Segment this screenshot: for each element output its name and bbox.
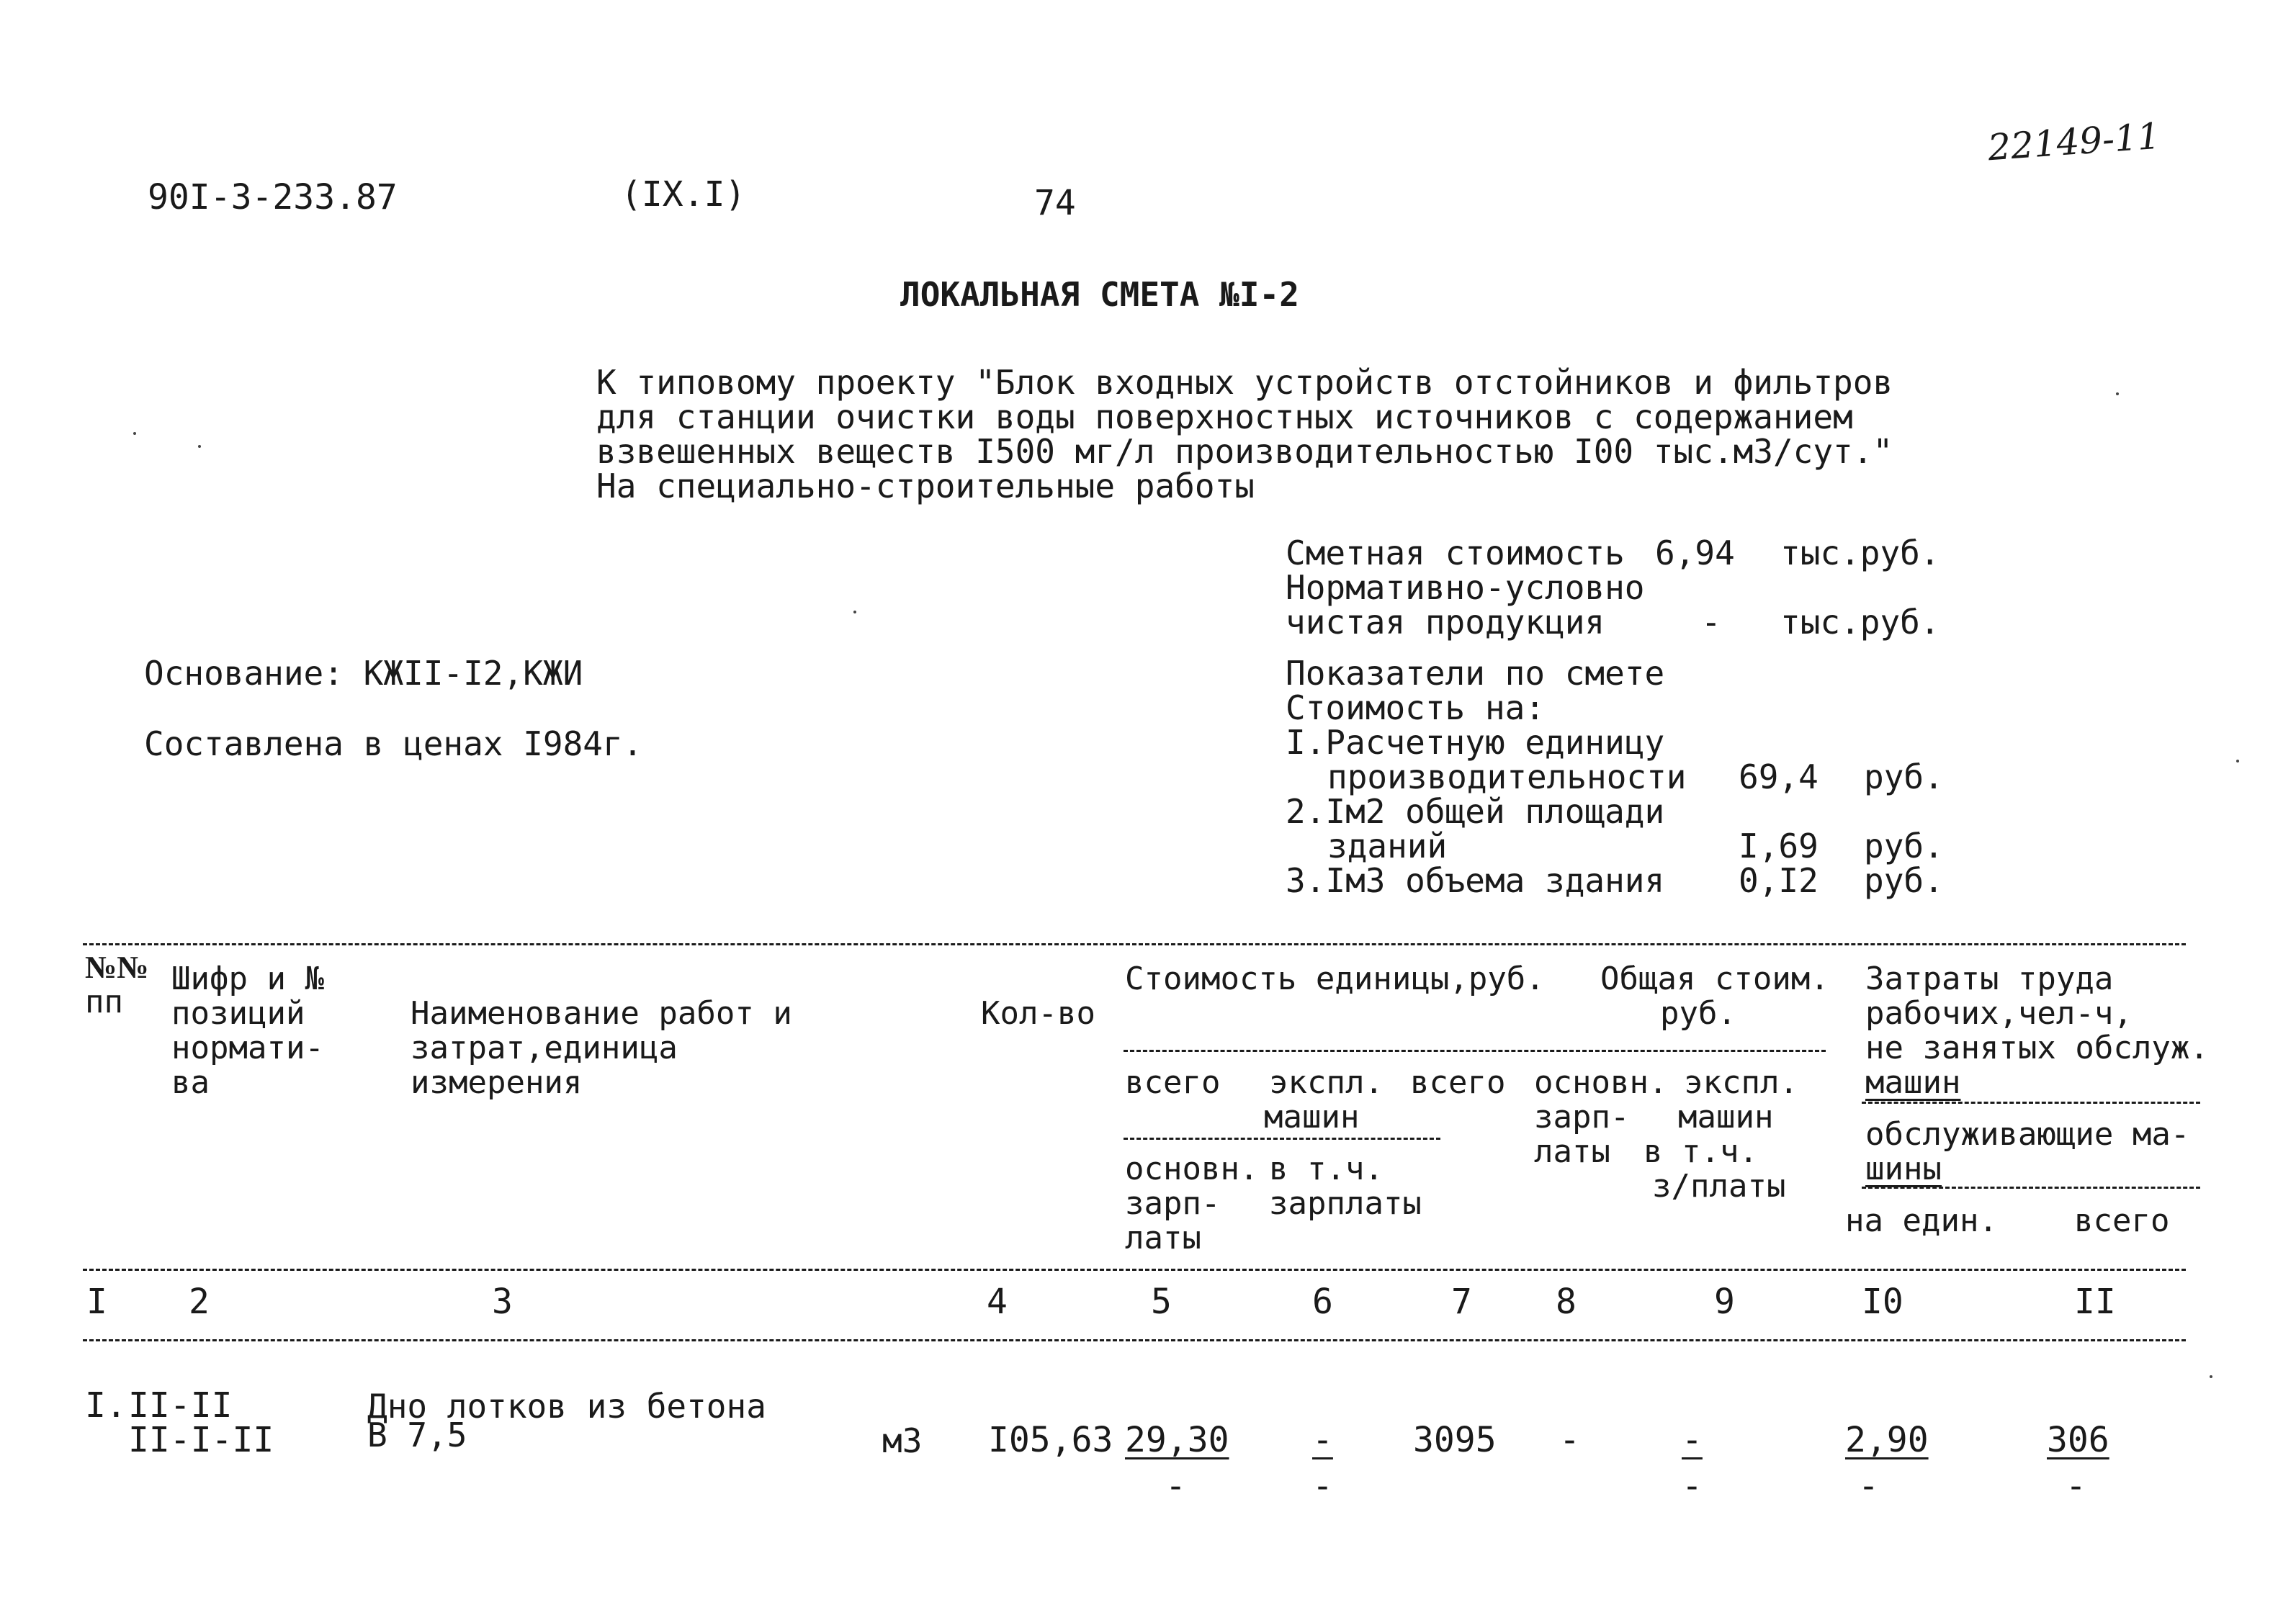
indicator-1-value: 69,4 (1739, 757, 1819, 796)
column-number-7: 7 (1451, 1282, 1472, 1322)
sub-header-basic-line-2: зарп- (1534, 1099, 1630, 1135)
indicator-3-label: 3.Iм3 объема здания (1286, 861, 1665, 900)
col3-header-line-3: измерения (411, 1064, 583, 1101)
table-top-rule (83, 943, 2186, 945)
indicator-1-label: I.Расчетную единицу (1286, 723, 1665, 762)
column-number-6: 6 (1312, 1282, 1333, 1322)
sub-header-total: всего (1125, 1064, 1221, 1101)
column-number-5: 5 (1151, 1282, 1172, 1322)
indicator-1-label-cont: производительности (1327, 757, 1687, 796)
row-1-unit: м3 (882, 1421, 923, 1460)
prices-line: Составлена в ценах I984г. (144, 724, 643, 763)
sub-header-incl-wages-line-2: зарплаты (1269, 1185, 1422, 1222)
row-1-unit-cost-machine: - (1312, 1420, 1333, 1460)
page-number: 74 (1034, 183, 1076, 223)
scan-speck (198, 445, 201, 448)
indicator-2-label-cont: зданий (1327, 827, 1448, 865)
project-description-line-2: для станции очистки воды поверхностных источников с содержанием (596, 397, 1853, 436)
project-description-line-1: К типовому проекту "Блок входных устройств отстойников и фильтров (596, 363, 1893, 402)
indicator-2-unit: руб. (1864, 827, 1944, 865)
row-1-total-cost: 3095 (1413, 1420, 1497, 1460)
row-1-unit-cost-machine-wages: - (1312, 1466, 1333, 1506)
column-number-3: 3 (492, 1282, 513, 1322)
sub-header-serving-line-1: обслуживающие ма- (1865, 1116, 2190, 1153)
indicator-3-value: 0,I2 (1739, 861, 1819, 900)
indicators-heading: Показатели по смете (1286, 654, 1665, 693)
normative-label-line-2: чистая продукция (1286, 603, 1605, 642)
sub-header-machine-line-2: машин (1264, 1099, 1360, 1135)
sub-header-machine2-line-1: экспл. (1684, 1064, 1798, 1101)
col2-header-line-4: ва (171, 1064, 210, 1101)
basis-line: Основание: КЖII-I2,КЖИ (144, 654, 583, 693)
row-1-labor-total: 306 (2047, 1420, 2109, 1460)
column-number-1: I (86, 1282, 107, 1322)
section-code: (IX.I) (621, 174, 746, 215)
column-number-rule (83, 1339, 2186, 1341)
subheader-rule-cost (1124, 1050, 1826, 1052)
col2-header-line-2: позиций (171, 995, 305, 1032)
indicators-subheading: Стоимость на: (1286, 688, 1546, 727)
row-1-labor-serving-total: - (2066, 1466, 2086, 1506)
archive-number-handwritten: 22149-11 (1986, 114, 2162, 169)
estimated-cost-label: Сметная стоимость (1286, 534, 1625, 572)
sub-header-total-2: всего (1410, 1064, 1506, 1101)
column-number-10: I0 (1862, 1282, 1903, 1322)
scan-speck (2236, 760, 2239, 762)
scan-speck (853, 611, 856, 613)
column-number-8: 8 (1556, 1282, 1577, 1322)
document-code: 90I-3-233.87 (148, 177, 398, 217)
sub-header-machine-line-1: экспл. (1269, 1064, 1384, 1101)
total-cost-header-line-1: Общая стоим. (1600, 961, 1829, 997)
col2-header-line-1: Шифр и № (171, 961, 324, 997)
col1-header-line-2: пп (85, 984, 123, 1020)
estimated-cost-value: 6,94 (1655, 534, 1735, 572)
row-1-labor-per-unit: 2,90 (1845, 1420, 1929, 1460)
indicator-1-unit: руб. (1864, 757, 1944, 796)
col3-header-line-2: затрат,единица (411, 1030, 678, 1066)
subheader-rule-labor-1 (1862, 1102, 2200, 1104)
row-1-code-line-1: II-II (128, 1385, 233, 1426)
estimated-cost-unit: тыс.руб. (1780, 534, 1940, 572)
labor-header-line-3: не занятых обслуж. (1865, 1030, 2209, 1066)
unit-cost-header: Стоимость единицы,руб. (1125, 961, 1545, 997)
labor-header-line-4: машин (1865, 1064, 1961, 1101)
scan-speck (2210, 1375, 2212, 1378)
indicator-2-label: 2.Iм2 общей площади (1286, 792, 1665, 831)
column-number-9: 9 (1714, 1282, 1735, 1322)
indicator-3-unit: руб. (1864, 861, 1944, 900)
sub-header-per-unit: на един. (1845, 1202, 1998, 1239)
scan-speck (2116, 392, 2119, 395)
row-1-code-line-2: II-I-II (128, 1420, 274, 1460)
sub-header-basic-wages-line-2: зарп- (1125, 1185, 1221, 1222)
sub-header-machine2-line-4: з/платы (1652, 1168, 1786, 1205)
scan-speck (133, 432, 136, 435)
sub-header-machine2-line-2: машин (1678, 1099, 1774, 1135)
labor-header-line-1: Затраты труда (1865, 961, 2114, 997)
col4-header: Кол-во (981, 995, 1095, 1032)
project-description-line-4: На специально-строительные работы (596, 467, 1255, 505)
row-1-total-machine-wages: - (1682, 1466, 1703, 1506)
row-1-unit-cost-total: 29,30 (1125, 1420, 1229, 1460)
sub-header-basic-wages-line-3: латы (1125, 1220, 1201, 1256)
document-title: ЛОКАЛЬНАЯ СМЕТА №I-2 (900, 275, 1299, 314)
project-description-line-3: взвешенных веществ I500 мг/л производительностью I00 тыс.м3/сут." (596, 432, 1893, 471)
sub-header-serving-line-2: шины (1865, 1151, 1942, 1187)
col1-header-line-1: №№ (85, 950, 149, 985)
subheader-rule-cost-2 (1124, 1138, 1440, 1140)
header-bottom-rule (83, 1269, 2186, 1271)
sub-header-basic-wages-line-1: основн. (1125, 1151, 1259, 1187)
column-number-4: 4 (987, 1282, 1008, 1322)
normative-value: - (1701, 603, 1721, 642)
sub-header-basic-line-1: основн. (1534, 1064, 1668, 1101)
sub-header-incl-wages-line-1: в т.ч. (1269, 1151, 1384, 1187)
row-1-name-line-2: В 7,5 (367, 1416, 467, 1454)
col2-header-line-3: нормати- (171, 1030, 324, 1066)
normative-label-line-1: Нормативно-условно (1286, 568, 1645, 607)
row-1-name-line-1: Дно лотков из бетона (367, 1387, 766, 1426)
sub-header-basic-line-3: латы (1534, 1133, 1610, 1170)
sub-header-total-3: всего (2074, 1202, 2170, 1239)
row-1-total-machine: - (1682, 1420, 1703, 1460)
row-1-quantity: I05,63 (988, 1420, 1113, 1460)
indicator-2-value: I,69 (1739, 827, 1819, 865)
row-1-num: I. (85, 1385, 127, 1426)
col3-header-line-1: Наименование работ и (411, 995, 792, 1032)
labor-header-line-2: рабочих,чел-ч, (1865, 995, 2133, 1032)
row-1-total-basic-wages: - (1559, 1420, 1580, 1460)
column-number-11: II (2074, 1282, 2116, 1322)
total-cost-header-line-2: руб. (1660, 995, 1736, 1032)
normative-unit: тыс.руб. (1780, 603, 1940, 642)
column-number-2: 2 (189, 1282, 210, 1322)
row-1-unit-cost-wages: - (1165, 1466, 1186, 1506)
sub-header-machine2-line-3: в т.ч. (1643, 1133, 1758, 1170)
row-1-labor-serving-per-unit: - (1858, 1466, 1879, 1506)
